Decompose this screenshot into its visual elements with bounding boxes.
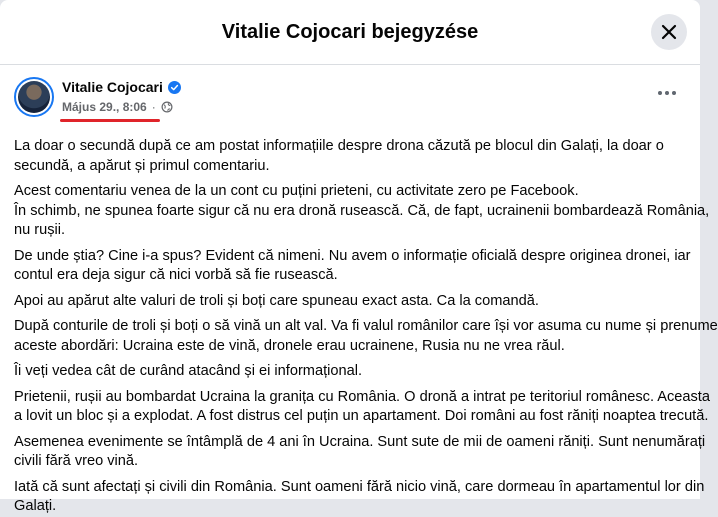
post-text-line: a lovit un bloc și a explodat. A fost distrus cel puțin un apartament. Doi români au fost răniți noaptea trecută. [14, 408, 709, 424]
more-options-icon [658, 91, 662, 95]
author-block [62, 79, 181, 114]
post-date[interactable]: Május 29., 8:06 [62, 100, 147, 114]
post-text-line: contul era deja sigur că nici vorbă să fie rusească. [14, 267, 338, 283]
post-text-line: La doar o secundă după ce am postat informațiile despre drona căzută pe blocul din Galați, la doar o [14, 138, 664, 154]
post-text-line: Acest comentariu venea de la un cont cu puțini prieteni, cu activitate zero pe Facebook. [14, 183, 579, 199]
post-paragraph [14, 433, 706, 472]
post-text-line: aceste abordări: Ucraina este de vină, dronele erau ucrainene, Rusia nu ne vrea răul. [14, 337, 565, 354]
post-text-line: secundă, a apărut și primul comentariu. [14, 157, 270, 174]
post-paragraph [14, 362, 684, 382]
close-button[interactable] [651, 14, 687, 50]
post-paragraph [14, 478, 705, 517]
post-paragraph [14, 292, 684, 312]
avatar[interactable] [14, 77, 54, 117]
post-text-line: Galați. [14, 498, 57, 514]
red-underline [60, 119, 160, 122]
post-paragraph [14, 388, 710, 427]
avatar-image [18, 81, 50, 113]
post-text-line: Îi veți vedea cât de curând atacând și ei informațional. [14, 363, 363, 379]
globe-icon [161, 101, 173, 113]
post-body [14, 137, 718, 517]
post-paragraph [14, 137, 684, 176]
post-text-line: Iată că sunt afectați și civili din România. Sunt oameni fără nicio vină, care dormeau în apartamentul lor din [14, 478, 705, 495]
post-text-line: nu rușii. [14, 222, 66, 238]
post-meta [62, 100, 181, 114]
more-options-button[interactable] [652, 83, 682, 103]
verified-badge-icon [168, 81, 181, 94]
modal-title: Vitalie Cojocari bejegyzése [221, 20, 479, 43]
post-text-line: După conturile de troli și boți o să vină un alt val. Va fi valul românilor care își vor asuma cu nume și prenume [14, 318, 718, 334]
author-name[interactable]: Vitalie Cojocari [62, 79, 163, 95]
post-text-line: Apoi au apărut alte valuri de troli și boți care spuneau exact asta. Ca la comandă. [14, 292, 539, 309]
post-text-line: Prietenii, rușii au bombardat Ucraina la granița cu România. O dronă a intrat pe teritoriul românesc. Aceasta [14, 388, 710, 405]
post-text-line: civili fără vreo vină. [14, 453, 139, 469]
post-text-line: Asemenea evenimente se întâmplă de 4 ani în Ucraina. Sunt sute de mii de oameni răniți. Sunt nenumărați [14, 433, 706, 450]
post-text-line: În schimb, ne spunea foarte sigur că nu era dronă rusească. Că, de fapt, ucrainenii bombardează România, [14, 202, 710, 219]
post-text-line: De unde știa? Cine i-a spus? Evident că nimeni. Nu avem o informație oficială despre originea dronei, iar [14, 247, 691, 264]
post [0, 65, 718, 517]
close-icon [661, 24, 677, 40]
modal-header [0, 0, 700, 65]
post-paragraph [14, 317, 718, 356]
meta-separator: · [151, 100, 156, 114]
post-paragraph [14, 247, 691, 286]
post-paragraph [14, 182, 710, 241]
post-header [14, 75, 684, 125]
